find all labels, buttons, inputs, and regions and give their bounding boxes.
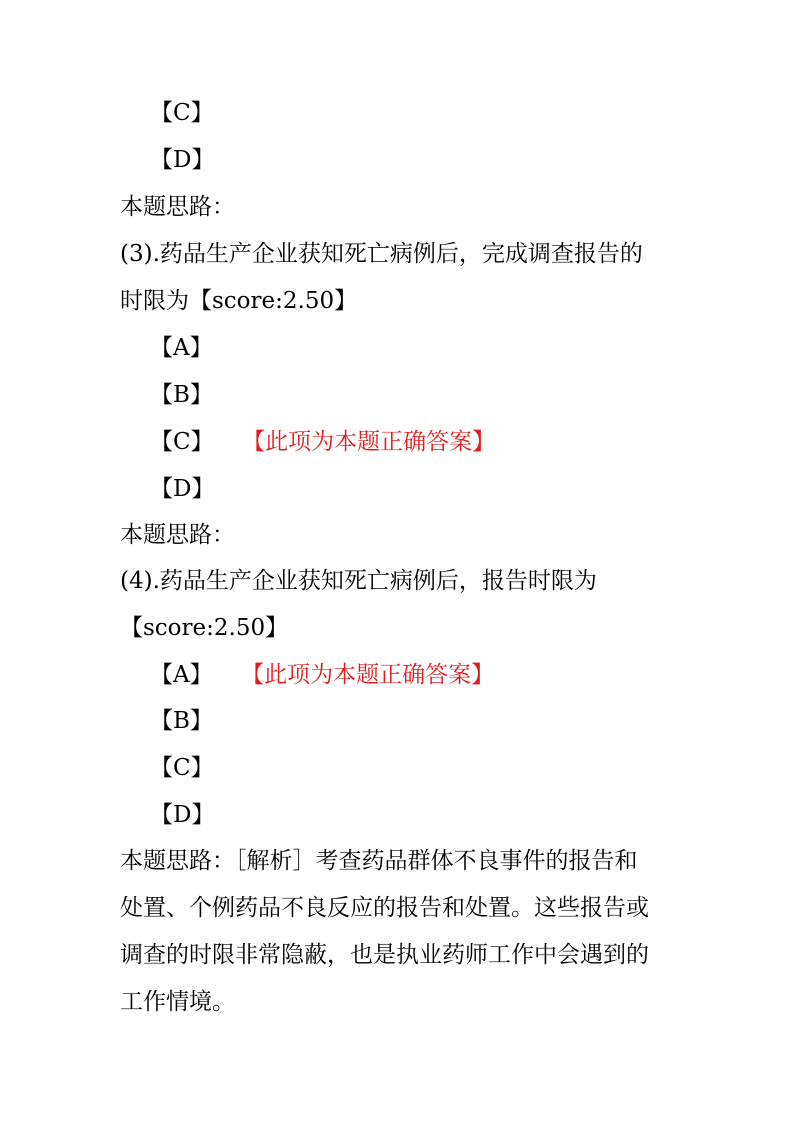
q4-option-b xyxy=(150,706,213,736)
q3-analysis: 本题思路： xyxy=(120,522,235,548)
option-label: 【D】 xyxy=(150,476,215,502)
q4-option-a xyxy=(150,660,494,690)
q4-analysis-line1: 本题思路：［解析］考查药品群体不良事件的报告和 xyxy=(120,848,638,874)
q4-analysis-line4: 工作情境。 xyxy=(120,989,235,1015)
option-label: 【C】 xyxy=(150,429,214,455)
correct-answer-marker: 【此项为本题正确答案】 xyxy=(253,429,496,455)
q2-option-d xyxy=(150,145,214,175)
q2-option-c xyxy=(150,98,214,128)
q4-option-d xyxy=(150,800,214,830)
q4-stem-line2: 【score:2.50】 xyxy=(120,615,289,641)
option-label: 【D】 xyxy=(150,802,215,828)
q3-stem-line2: 时限为【score:2.50】 xyxy=(120,288,358,314)
q3-option-c xyxy=(150,427,495,457)
q3-option-a xyxy=(150,333,213,363)
option-label: 【B】 xyxy=(150,382,213,408)
option-label: 【C】 xyxy=(150,755,214,781)
option-label: 【D】 xyxy=(150,147,215,173)
option-label: 【B】 xyxy=(150,708,213,734)
q3-option-d xyxy=(150,474,214,504)
option-label: 【C】 xyxy=(150,100,214,126)
correct-answer-marker: 【此项为本题正确答案】 xyxy=(252,662,495,688)
option-label: 【A】 xyxy=(150,335,213,361)
q3-stem-line1: (3).药品生产企业获知死亡病例后，完成调查报告的 xyxy=(120,241,643,267)
q3-option-b xyxy=(150,380,213,410)
q4-stem-line1: (4).药品生产企业获知死亡病例后，报告时限为 xyxy=(120,568,597,594)
q4-analysis-line2: 处置、个例药品不良反应的报告和处置。这些报告或 xyxy=(120,895,649,921)
q4-analysis-line3: 调查的时限非常隐蔽，也是执业药师工作中会遇到的 xyxy=(120,942,649,968)
q2-analysis: 本题思路： xyxy=(120,194,235,220)
option-label: 【A】 xyxy=(150,662,213,688)
q4-option-c xyxy=(150,753,214,783)
